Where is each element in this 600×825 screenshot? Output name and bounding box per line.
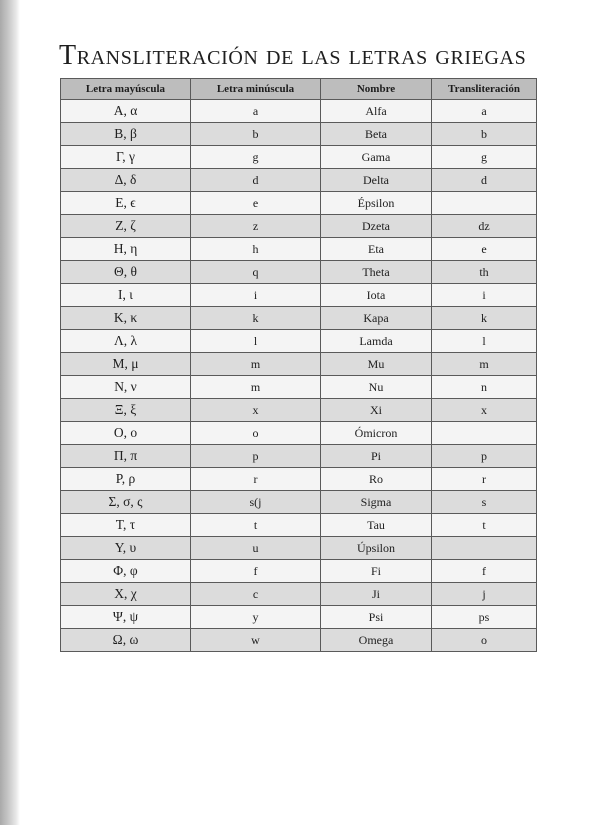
lowercase-cell: o	[191, 422, 321, 445]
name-cell: Fi	[321, 560, 432, 583]
name-cell: Tau	[321, 514, 432, 537]
name-cell: Delta	[321, 169, 432, 192]
transliteration-cell: ps	[432, 606, 537, 629]
table-row	[61, 399, 537, 422]
name-cell: Omega	[321, 629, 432, 652]
uppercase-cell: Ε, ϵ	[61, 192, 191, 215]
name-cell: Úpsilon	[321, 537, 432, 560]
name-cell: Dzeta	[321, 215, 432, 238]
transliteration-cell: i	[432, 284, 537, 307]
name-cell: Épsilon	[321, 192, 432, 215]
table-row	[61, 537, 537, 560]
uppercase-cell: Σ, σ, ς	[61, 491, 191, 514]
uppercase-cell: Γ, γ	[61, 146, 191, 169]
lowercase-cell: e	[191, 192, 321, 215]
transliteration-cell: x	[432, 399, 537, 422]
name-cell: Xi	[321, 399, 432, 422]
name-cell: Mu	[321, 353, 432, 376]
table-row	[61, 169, 537, 192]
uppercase-cell: Ψ, ψ	[61, 606, 191, 629]
table-row	[61, 445, 537, 468]
transliteration-cell: j	[432, 583, 537, 606]
transliteration-cell: r	[432, 468, 537, 491]
lowercase-cell: y	[191, 606, 321, 629]
uppercase-cell: Η, η	[61, 238, 191, 261]
table-row	[61, 422, 537, 445]
table-row	[61, 606, 537, 629]
lowercase-cell: h	[191, 238, 321, 261]
table-row	[61, 468, 537, 491]
uppercase-cell: Ξ, ξ	[61, 399, 191, 422]
name-cell: Psi	[321, 606, 432, 629]
name-cell: Nu	[321, 376, 432, 399]
lowercase-cell: x	[191, 399, 321, 422]
uppercase-cell: Μ, μ	[61, 353, 191, 376]
table-row	[61, 376, 537, 399]
transliteration-cell: th	[432, 261, 537, 284]
lowercase-cell: q	[191, 261, 321, 284]
table-row	[61, 215, 537, 238]
lowercase-cell: u	[191, 537, 321, 560]
transliteration-cell: n	[432, 376, 537, 399]
name-cell: Kapa	[321, 307, 432, 330]
table-row	[61, 238, 537, 261]
header-transliteration: Transliteración	[432, 79, 537, 100]
transliteration-cell: l	[432, 330, 537, 353]
table-row	[61, 192, 537, 215]
table-row	[61, 307, 537, 330]
transliteration-cell: dz	[432, 215, 537, 238]
table-row	[61, 491, 537, 514]
uppercase-cell: Ω, ω	[61, 629, 191, 652]
uppercase-cell: Τ, τ	[61, 514, 191, 537]
uppercase-cell: Κ, κ	[61, 307, 191, 330]
lowercase-cell: d	[191, 169, 321, 192]
table-row	[61, 560, 537, 583]
uppercase-cell: Β, β	[61, 123, 191, 146]
table-row	[61, 514, 537, 537]
lowercase-cell: k	[191, 307, 321, 330]
transliteration-cell: k	[432, 307, 537, 330]
header-lowercase: Letra minúscula	[191, 79, 321, 100]
name-cell: Ro	[321, 468, 432, 491]
transliteration-cell: s	[432, 491, 537, 514]
uppercase-cell: Θ, θ	[61, 261, 191, 284]
transliteration-cell: d	[432, 169, 537, 192]
name-cell: Lamda	[321, 330, 432, 353]
transliteration-cell	[432, 192, 537, 215]
transliteration-cell: e	[432, 238, 537, 261]
name-cell: Iota	[321, 284, 432, 307]
lowercase-cell: m	[191, 353, 321, 376]
lowercase-cell: i	[191, 284, 321, 307]
header-name: Nombre	[321, 79, 432, 100]
transliteration-cell: p	[432, 445, 537, 468]
transliteration-cell: g	[432, 146, 537, 169]
uppercase-cell: Φ, φ	[61, 560, 191, 583]
uppercase-cell: Ι, ι	[61, 284, 191, 307]
uppercase-cell: Λ, λ	[61, 330, 191, 353]
lowercase-cell: p	[191, 445, 321, 468]
transliteration-cell: b	[432, 123, 537, 146]
lowercase-cell: g	[191, 146, 321, 169]
table-header-row	[61, 79, 537, 100]
name-cell: Gama	[321, 146, 432, 169]
table-row	[61, 123, 537, 146]
uppercase-cell: Ο, ο	[61, 422, 191, 445]
lowercase-cell: w	[191, 629, 321, 652]
lowercase-cell: l	[191, 330, 321, 353]
table-body	[61, 100, 537, 652]
table-row	[61, 146, 537, 169]
uppercase-cell: Ζ, ζ	[61, 215, 191, 238]
lowercase-cell: t	[191, 514, 321, 537]
transliteration-cell	[432, 537, 537, 560]
table-row	[61, 261, 537, 284]
lowercase-cell: c	[191, 583, 321, 606]
transliteration-cell: o	[432, 629, 537, 652]
transliteration-cell: m	[432, 353, 537, 376]
page-title: Transliteración de las letras griegas	[59, 40, 527, 71]
transliteration-cell: f	[432, 560, 537, 583]
name-cell: Theta	[321, 261, 432, 284]
lowercase-cell: f	[191, 560, 321, 583]
name-cell: Sigma	[321, 491, 432, 514]
table-row	[61, 583, 537, 606]
page-edge-shadow	[0, 0, 20, 825]
lowercase-cell: a	[191, 100, 321, 123]
lowercase-cell: z	[191, 215, 321, 238]
name-cell: Pi	[321, 445, 432, 468]
uppercase-cell: Ν, ν	[61, 376, 191, 399]
name-cell: Alfa	[321, 100, 432, 123]
uppercase-cell: Ρ, ρ	[61, 468, 191, 491]
table-row	[61, 330, 537, 353]
name-cell: Beta	[321, 123, 432, 146]
table-row	[61, 629, 537, 652]
uppercase-cell: Π, π	[61, 445, 191, 468]
transliteration-table	[60, 78, 537, 652]
header-uppercase: Letra mayúscula	[61, 79, 191, 100]
table-row	[61, 100, 537, 123]
transliteration-cell: t	[432, 514, 537, 537]
name-cell: Ji	[321, 583, 432, 606]
name-cell: Ómicron	[321, 422, 432, 445]
table-row	[61, 284, 537, 307]
uppercase-cell: Χ, χ	[61, 583, 191, 606]
transliteration-cell	[432, 422, 537, 445]
name-cell: Eta	[321, 238, 432, 261]
uppercase-cell: Υ, υ	[61, 537, 191, 560]
table-row	[61, 353, 537, 376]
lowercase-cell: m	[191, 376, 321, 399]
lowercase-cell: r	[191, 468, 321, 491]
uppercase-cell: Δ, δ	[61, 169, 191, 192]
lowercase-cell: s(j	[191, 491, 321, 514]
transliteration-cell: a	[432, 100, 537, 123]
uppercase-cell: Α, α	[61, 100, 191, 123]
lowercase-cell: b	[191, 123, 321, 146]
